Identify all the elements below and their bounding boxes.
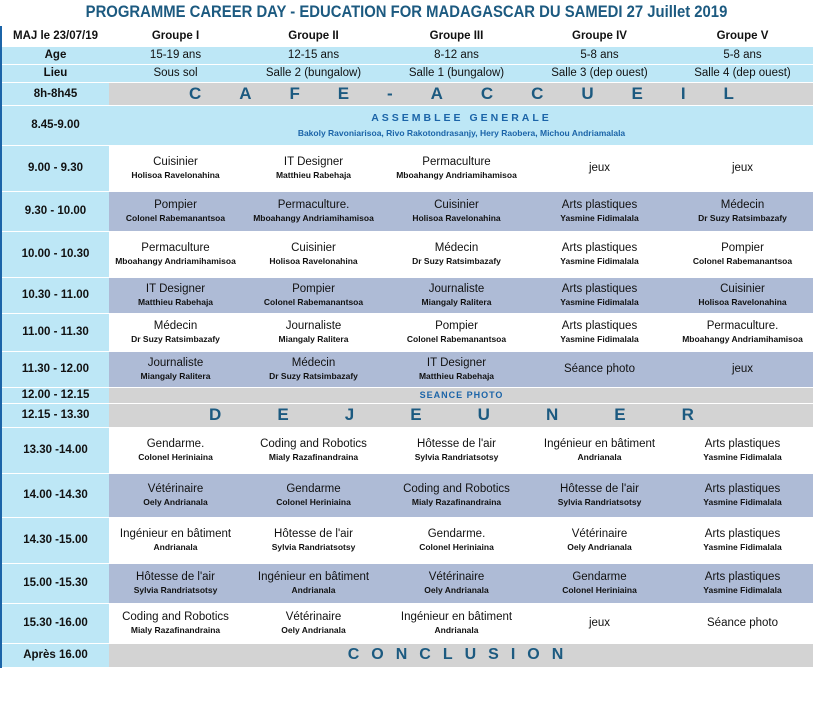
session-cell [671,473,813,517]
conclusion-row [1,643,813,667]
schedule-row [1,563,813,603]
activity-name: Ingénieur en bâtiment [119,527,232,540]
lieu-value: Salle 4 (dep ouest) [671,64,813,82]
session-cell [385,427,528,473]
conclusion-banner [109,643,813,667]
schedule-row [1,277,813,313]
presenter-name: Yasmine Fidimalala [703,451,782,462]
presenter-name: Andrianala [434,624,479,635]
activity-name: Gendarme [572,570,627,583]
session-cell [385,351,528,387]
presenter-name: Dr Suzy Ratsimbazafy [269,370,358,381]
session-cell [671,603,813,643]
activity-name: Arts plastiques [704,482,781,495]
activity-name: jeux [731,161,754,174]
presenter-name: Colonel Heriniaina [562,584,637,595]
lieu-value: Salle 1 (bungalow) [385,64,528,82]
presenter-name: Colonel Rabemanantsoa [692,255,793,266]
banner-letter: C [531,83,544,103]
presenter-name: Holisoa Ravelonahina [698,296,787,307]
time-slot: 8h-8h45 [1,82,109,105]
activity-name: Médecin [434,241,479,254]
presenter-name: Mialy Razafinandraina [130,624,221,635]
session-cell [109,313,242,351]
schedule-row [1,313,813,351]
presenter-name: Colonel Heriniaina [419,541,494,552]
activity-name: Coding and Robotics [260,437,367,450]
activity-name: Ingénieur en bâtiment [400,610,513,623]
group-header: Groupe I [109,26,242,46]
session-cell [242,313,385,351]
schedule-row [1,427,813,473]
group-header: Groupe III [385,26,528,46]
assembly-row [1,105,813,145]
banner-letter: C [480,83,494,103]
activity-name: Gendarme. [146,437,205,450]
session-cell [528,351,671,387]
banner-letter: E [410,405,422,424]
activity-name: Arts plastiques [561,198,638,211]
session-cell [242,603,385,643]
activity-name: Vétérinaire [571,527,628,540]
activity-name: Ingénieur en bâtiment [257,570,370,583]
session-cell [528,427,671,473]
session-cell [242,191,385,231]
presenter-name: Sylvia Randriatsotsy [271,541,356,552]
presenter-name: Dr Suzy Ratsimbazafy [131,333,220,344]
lieu-value: Sous sol [109,64,242,82]
session-cell [671,563,813,603]
cafe-accueil-banner [109,82,813,105]
activity-name: IT Designer [145,282,206,295]
presenter-name: Yasmine Fidimalala [560,212,639,223]
session-cell [528,517,671,563]
session-cell [109,277,242,313]
session-cell [109,563,242,603]
activity-name: Cuisinier [434,198,479,211]
cafe-row [1,82,813,105]
group-header: Groupe II [242,26,385,46]
presenter-name: Sylvia Randriatsotsy [414,451,499,462]
activity-name: Cuisinier [291,241,336,254]
session-cell [528,191,671,231]
presenter-name: Colonel Rabemanantsoa [125,212,226,223]
activity-name: Journaliste [428,282,485,295]
seance-photo-banner [109,387,813,403]
age-value: 15-19 ans [109,46,242,64]
presenter-name: Holisoa Ravelonahina [131,169,220,180]
activity-name: Gendarme [286,482,341,495]
schedule-row [1,603,813,643]
activity-name: Pompier [721,241,764,254]
presenter-name: Mboahangy Andriamihamisoa [115,255,236,266]
schedule-row [1,191,813,231]
age-value: 5-8 ans [528,46,671,64]
banner-letter: C [189,83,202,103]
presenter-name: Yasmine Fidimalala [703,496,782,507]
banner-letter: A [430,83,443,103]
session-cell [242,427,385,473]
presenter-name: Dr Suzy Ratsimbazafy [698,212,787,223]
presenter-name: Matthieu Rabehaja [275,169,352,180]
activity-name: Médecin [153,319,198,332]
time-slot: 12.15 - 13.30 [1,403,109,427]
activity-name: Arts plastiques [704,437,781,450]
activity-name: Médecin [720,198,765,211]
age-label: Age [1,46,109,64]
banner-letter: - [387,83,393,103]
session-cell [671,517,813,563]
conclusion-text: CONCLUSION [347,646,576,663]
time-slot: 12.00 - 12.15 [1,387,109,403]
page-title: PROGRAMME CAREER DAY - EDUCATION FOR MADAGASCAR DU SAMEDI 27 Juillet 2019 [85,3,728,21]
time-slot: 13.30 -14.00 [1,427,109,473]
session-cell [109,473,242,517]
presenter-name: Dr Suzy Ratsimbazafy [412,255,501,266]
session-cell [385,563,528,603]
banner-letter: R [681,405,694,424]
activity-name: Hôtesse de l'air [560,482,639,495]
schedule-table [0,26,813,668]
presenter-name: Sylvia Randriatsotsy [557,496,642,507]
activity-name: Journaliste [147,356,204,369]
activity-name: Pompier [292,282,335,295]
activity-name: jeux [588,161,611,174]
time-slot: 14.00 -14.30 [1,473,109,517]
schedule-row [1,145,813,191]
activity-name: Vétérinaire [428,570,485,583]
presenter-name: Oely Andrianala [567,541,632,552]
session-cell [528,563,671,603]
activity-name: Cuisinier [720,282,765,295]
assembly-title: ASSEMBLEE GENERALE [371,112,552,124]
session-cell [242,277,385,313]
banner-letter: A [239,83,252,103]
presenter-name: Colonel Heriniaina [276,496,351,507]
presenter-name: Oely Andrianala [143,496,208,507]
time-slot: 11.30 - 12.00 [1,351,109,387]
presenter-name: Holisoa Ravelonahina [412,212,501,223]
lieu-row [1,64,813,82]
time-slot: Après 16.00 [1,643,109,667]
session-cell [385,231,528,277]
activity-name: Arts plastiques [561,282,638,295]
activity-name: Cuisinier [153,155,198,168]
activity-name: Ingénieur en bâtiment [543,437,656,450]
activity-name: IT Designer [426,356,487,369]
presenter-name: Yasmine Fidimalala [560,255,639,266]
session-cell [671,277,813,313]
presenter-name: Yasmine Fidimalala [560,333,639,344]
presenter-name: Mboahangy Andriamihamisoa [396,169,517,180]
session-cell [242,473,385,517]
activity-name: Pompier [435,319,478,332]
cafe-accueil-letters [109,84,813,104]
presenter-name: Oely Andrianala [281,624,346,635]
time-slot: 14.30 -15.00 [1,517,109,563]
activity-name: IT Designer [283,155,344,168]
session-cell [528,277,671,313]
session-cell [385,603,528,643]
session-cell [109,351,242,387]
activity-name: Hôtesse de l'air [274,527,353,540]
group-header: Groupe IV [528,26,671,46]
session-cell [528,603,671,643]
time-slot: 8.45-9.00 [1,105,109,145]
session-cell [528,473,671,517]
activity-name: Pompier [154,198,197,211]
lieu-value: Salle 3 (dep ouest) [528,64,671,82]
presenter-name: Yasmine Fidimalala [560,296,639,307]
schedule-row [1,517,813,563]
activity-name: Gendarme. [427,527,486,540]
session-cell [671,313,813,351]
seance-photo-text: SEANCE PHOTO [419,390,504,400]
session-cell [109,427,242,473]
presenter-name: Andrianala [291,584,336,595]
time-slot: 11.00 - 11.30 [1,313,109,351]
schedule-row [1,231,813,277]
activity-name: Permaculture [422,155,491,168]
banner-letter: E [337,83,350,103]
activity-name: Hôtesse de l'air [417,437,496,450]
session-cell [385,191,528,231]
schedule-row [1,351,813,387]
banner-letter: N [545,405,559,424]
banner-letter: E [614,405,626,424]
activity-name: Séance photo [707,616,778,629]
banner-letter: D [209,405,222,424]
age-row [1,46,813,64]
session-cell [242,231,385,277]
session-cell [528,313,671,351]
age-value: 5-8 ans [671,46,813,64]
update-date: MAJ le 23/07/19 [1,26,109,46]
presenter-name: Colonel Heriniaina [138,451,213,462]
presenter-name: Yasmine Fidimalala [703,584,782,595]
banner-letter: I [680,83,686,103]
session-cell [385,473,528,517]
time-slot: 15.00 -15.30 [1,563,109,603]
activity-name: Coding and Robotics [122,610,229,623]
presenter-name: Holisoa Ravelonahina [269,255,358,266]
session-cell [528,145,671,191]
session-cell [242,351,385,387]
dejeuner-row [1,403,813,427]
group-header-row [1,26,813,46]
session-cell [109,231,242,277]
session-cell [242,563,385,603]
presenter-name: Matthieu Rabehaja [418,370,495,381]
activity-name: Permaculture [141,241,210,254]
time-slot: 10.30 - 11.00 [1,277,109,313]
presenter-name: Andrianala [577,451,622,462]
presenter-name: Mboahangy Andriamihamisoa [682,333,803,344]
banner-letter: F [289,83,300,103]
presenter-name: Colonel Rabemanantsoa [263,296,364,307]
activity-name: Vétérinaire [285,610,342,623]
session-cell [385,145,528,191]
activity-name: Hôtesse de l'air [136,570,215,583]
activity-name: Permaculture. [706,319,779,332]
session-cell [385,517,528,563]
time-slot: 10.00 - 10.30 [1,231,109,277]
group-header: Groupe V [671,26,813,46]
assembly-names: Bakoly Ravoniarisoa, Rivo Rakotondrasanjy, Hery Raobera, Michou Andriamalala [297,128,626,138]
session-cell [671,427,813,473]
presenter-name: Mialy Razafinandraina [268,451,359,462]
presenter-name: Sylvia Randriatsotsy [133,584,218,595]
dejeuner-letters [109,405,813,425]
presenter-name: Matthieu Rabehaja [137,296,214,307]
session-cell [109,603,242,643]
session-cell [109,191,242,231]
session-cell [671,351,813,387]
lieu-label: Lieu [1,64,109,82]
banner-letter: U [581,83,594,103]
presenter-name: Andrianala [153,541,198,552]
session-cell [242,517,385,563]
activity-name: Permaculture. [277,198,350,211]
activity-name: Arts plastiques [561,319,638,332]
presenter-name: Colonel Rabemanantsoa [406,333,507,344]
presenter-name: Yasmine Fidimalala [703,541,782,552]
activity-name: jeux [731,362,754,375]
activity-name: jeux [588,616,611,629]
activity-name: Journaliste [285,319,342,332]
banner-letter: E [631,83,643,103]
time-slot: 9.30 - 10.00 [1,191,109,231]
activity-name: Arts plastiques [561,241,638,254]
age-value: 8-12 ans [385,46,528,64]
activity-name: Séance photo [564,362,635,375]
session-cell [671,231,813,277]
activity-name: Médecin [291,356,336,369]
presenter-name: Mboahangy Andriamihamisoa [253,212,374,223]
presenter-name: Oely Andrianala [424,584,489,595]
session-cell [671,191,813,231]
session-cell [242,145,385,191]
session-cell [385,277,528,313]
presenter-name: Miangaly Ralitera [140,370,211,381]
banner-letter: E [277,405,289,424]
activity-name: Vétérinaire [147,482,204,495]
assembly-banner [109,105,813,145]
time-slot: 15.30 -16.00 [1,603,109,643]
seance-row [1,387,813,403]
schedule-row [1,473,813,517]
time-slot: 9.00 - 9.30 [1,145,109,191]
activity-name: Arts plastiques [704,570,781,583]
lieu-value: Salle 2 (bungalow) [242,64,385,82]
presenter-name: Miangaly Ralitera [278,333,349,344]
session-cell [671,145,813,191]
session-cell [109,145,242,191]
presenter-name: Miangaly Ralitera [421,296,492,307]
session-cell [385,313,528,351]
banner-letter: L [723,83,734,103]
activity-name: Coding and Robotics [403,482,510,495]
dejeuner-banner [109,403,813,427]
session-cell [528,231,671,277]
presenter-name: Mialy Razafinandraina [411,496,502,507]
banner-letter: U [477,405,490,424]
session-cell [109,517,242,563]
age-value: 12-15 ans [242,46,385,64]
banner-letter: J [344,405,355,424]
activity-name: Arts plastiques [704,527,781,540]
